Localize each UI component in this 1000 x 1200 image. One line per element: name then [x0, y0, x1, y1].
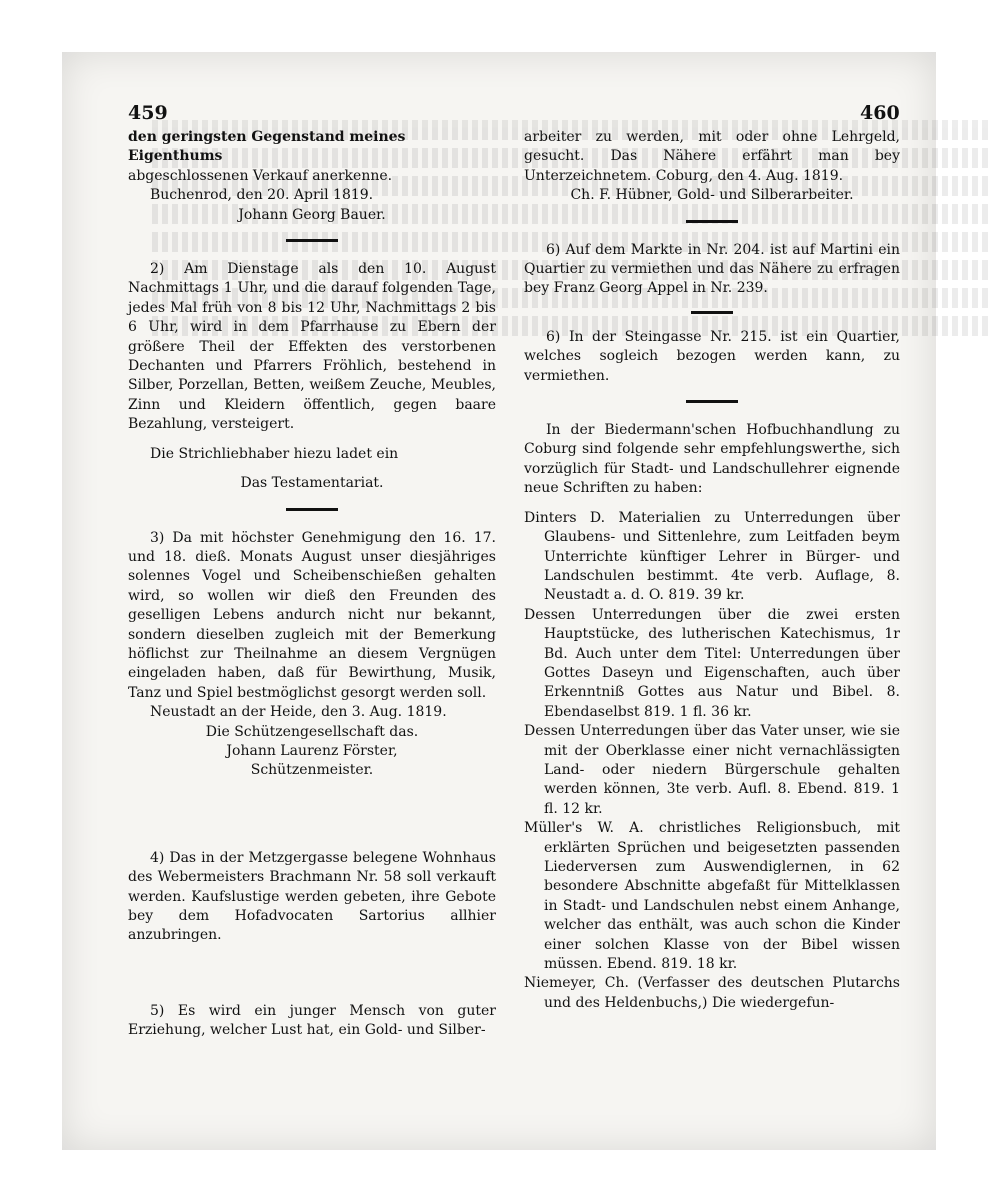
- place-date: Buchenrod, den 20. April 1819.: [150, 187, 374, 204]
- book-entry: Dessen Unterredungen über die zwei ersten Hauptstücke, des lutherischen Katechismus, 1r Bd. Auch unter dem Titel: Unterredungen über Gottes Daseyn und Eigenschaften, auch über Erkenntniß Gottes aus Natur und Bibel. 8. Ebendaselbst 819. 1 fl. 36 kr.: [524, 606, 900, 720]
- right-column: [524, 128, 900, 1013]
- left-column: [128, 128, 496, 1041]
- book-entry: Dinters D. Materialien zu Unterredungen über Glaubens- und Sittenlehre, zum Leitfaden beym Unterrichte künftiger Lehrer in Bürger- und Landschulen bestimmt. 4te verb. Auflage, 8. Neustadt a. d. O. 819. 39 kr.: [524, 509, 900, 604]
- book-entry: Niemeyer, Ch. (Verfasser des deutschen Plutarchs und des Heldenbuchs,) Die wiedergefun-: [524, 975, 900, 1011]
- advertisement-3: 3) Da mit höchster Genehmigung den 16. 17. und 18. dieß. Monats August unser diesjähriges solennes Vogel und Scheibenschießen gehalten wird, so wollen wir dieß den Freunden des geselligen Lebens andurch nicht nur bekannt, sondern dieselben zugleich mit der Bemerkung höflichst zur Theilnahme an diesem Vergnügen eingeladen haben, daß für Bewirthung, Musik, Tanz und Spiel bestmöglichst gesorgt werden soll.: [128, 529, 496, 701]
- bookshop-intro: In der Biedermann'schen Hofbuchhandlung zu Coburg sind folgende sehr empfehlungswerthe, sich vorzüglich für Stadt- und Landschullehrer eignende neue Schriften zu haben:: [524, 422, 900, 497]
- separator-rule: [686, 220, 738, 223]
- book-entry: Müller's W. A. christliches Religionsbuch, mit erklärten Sprüchen und beigesetzten passenden Liederversen zum Auswendiglernen, in 62 besondere Abschnitte abgefaßt für Mittelklassen in Stadt- und Landschulen nebst einem Anhange, welcher das enthält, was auch schon die Kinder einer solchen Klasse von der Bibel wissen müssen. Ebend. 819. 18 kr.: [524, 820, 900, 973]
- separator-rule: [691, 311, 733, 314]
- separator-rule: [686, 400, 738, 403]
- separator-rule: [286, 508, 338, 511]
- advertisement-6b: 6) In der Steingasse Nr. 215. ist ein Quartier, welches sogleich bezogen werden kann, zu vermiethen.: [524, 328, 900, 384]
- ad2-signature: Das Testamentariat.: [240, 475, 384, 492]
- continuation-text: arbeiter zu werden, mit oder ohne Lehrgeld, gesucht. Das Nähere erfährt man bey Unterzeichnetem. Coburg, den 4. Aug. 1819.: [524, 129, 900, 184]
- advertisement-6a: 6) Auf dem Markte in Nr. 204. ist auf Martini ein Quartier zu vermiethen und das Nähere zu erfragen bey Franz Georg Appel in Nr. 239.: [524, 241, 900, 297]
- signature: Johann Georg Bauer.: [238, 206, 386, 223]
- advertisement-2: 2) Am Dienstage als den 10. August Nachmittags 1 Uhr, und die darauf folgenden Tage, jedes Mal früh von 8 bis 12 Uhr, Nachmittags 2 bis 6 Uhr, wird in dem Pfarrhause zu Ebern der größere Theil der Effekten des verstorbenen Dechanten und Pfarrers Fröhlich, bestehend in Silber, Porzellan, Betten, weißem Zeuche, Meubles, Zinn und Kleidern öffentlich, gegen baare Bezahlung, versteigert.: [128, 261, 496, 433]
- book-entry: Dessen Unterredungen über das Vater unser, wie sie mit der Oberklasse einer nicht vernachlässigten Land- oder niedern Bürgerschule gehalten werden können, 3te verb. Aufl. 8. Ebend. 819. 1 fl. 12 kr.: [524, 723, 900, 817]
- advertisement-5: 5) Es wird ein junger Mensch von guter Erziehung, welcher Lust hat, ein Gold- und Silber-: [128, 1002, 496, 1039]
- ad3-signature-3: Schützenmeister.: [250, 762, 374, 779]
- ad3-place-date: Neustadt an der Heide, den 3. Aug. 1819.: [150, 704, 447, 721]
- intro-line: den geringsten Gegenstand meines Eigenthums: [128, 129, 406, 165]
- ad3-signature-1: Die Schützengesellschaft das.: [205, 723, 419, 740]
- advertisement-4: 4) Das in der Metzgergasse belegene Wohnhaus des Webermeisters Brachmann Nr. 58 soll verkauft werden. Kaufslustige werden gebeten, ihre Gebote bey dem Hofadvocaten Sartorius allhier anzubringen.: [128, 849, 496, 944]
- intro-line: abgeschlossenen Verkauf anerkenne.: [128, 167, 393, 184]
- ad3-signature-2: Johann Laurenz Förster,: [226, 742, 398, 759]
- page-number-left: 459: [128, 102, 168, 124]
- ad2-invite: Die Strichliebhaber hiezu ladet ein: [150, 445, 399, 462]
- page-number-right: 460: [860, 102, 900, 124]
- continuation-signature: Ch. F. Hübner, Gold- und Silberarbeiter.: [570, 187, 854, 204]
- separator-rule: [286, 239, 338, 242]
